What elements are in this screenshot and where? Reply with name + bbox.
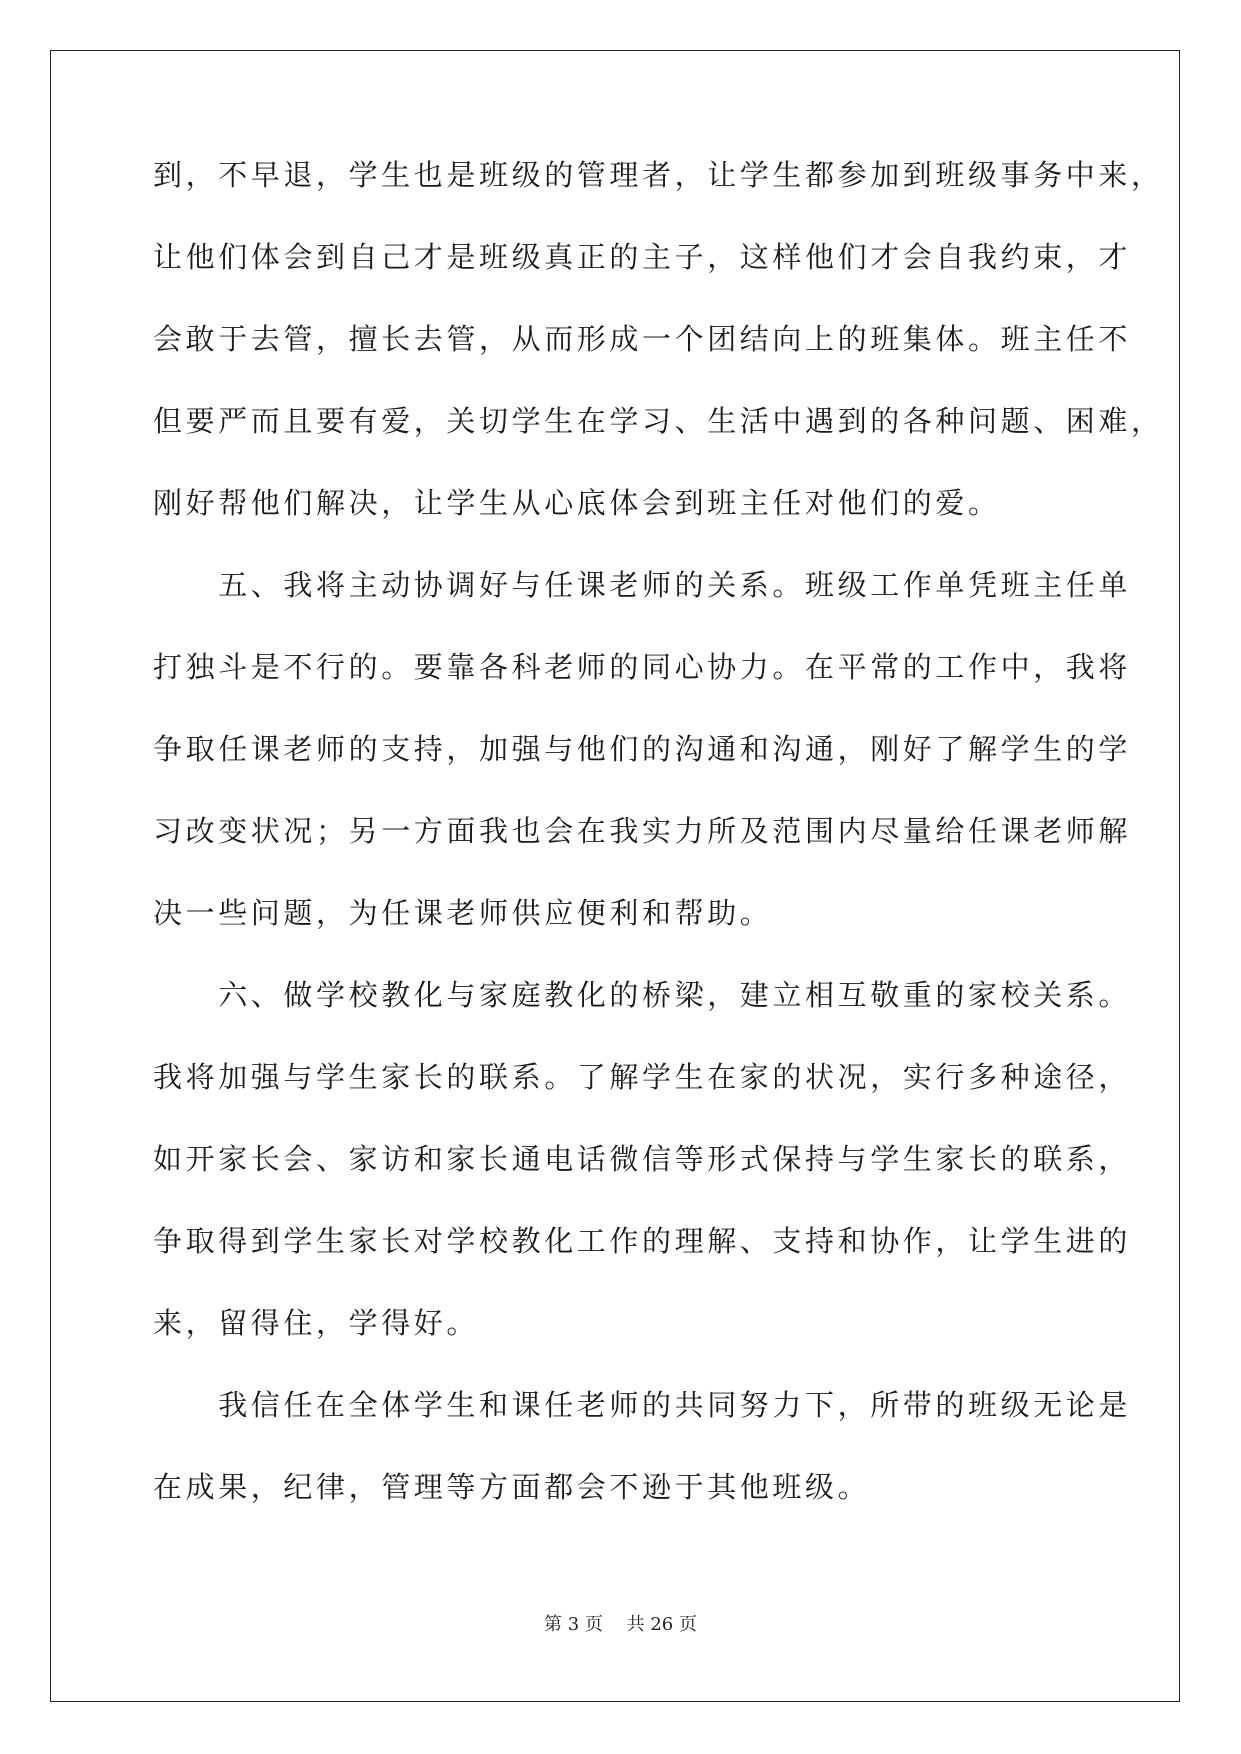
- text-line: 六、做学校教化与家庭教化的桥梁，建立相互敬重的家校关系。: [153, 978, 1132, 1012]
- page-footer: [0, 1610, 1241, 1636]
- text-line: 到，不早退，学生也是班级的管理者，让学生都参加到班级事务中来，: [153, 158, 1164, 192]
- text-line: 如开家长会、家访和家长通电话微信等形式保持与学生家长的联系，: [153, 1142, 1132, 1176]
- page-number: 第 3 页 共 26 页: [544, 1614, 697, 1635]
- text-line: 我将加强与学生家长的联系。了解学生在家的状况，实行多种途径，: [153, 1060, 1132, 1094]
- text-line: 会敢于去管，擅长去管，从而形成一个团结向上的班集体。班主任不: [153, 322, 1132, 356]
- text-line: 争取任课老师的支持，加强与他们的沟通和沟通，刚好了解学生的学: [153, 732, 1132, 766]
- text-line: 刚好帮他们解决，让学生从心底体会到班主任对他们的爱。: [153, 486, 1001, 520]
- text-line: 在成果，纪律，管理等方面都会不逊于其他班级。: [153, 1470, 871, 1504]
- text-line: 五、我将主动协调好与任课老师的关系。班级工作单凭班主任单: [153, 568, 1132, 602]
- text-line: 我信任在全体学生和课任老师的共同努力下，所带的班级无论是: [153, 1388, 1132, 1422]
- text-line: 争取得到学生家长对学校教化工作的理解、支持和协作，让学生进的: [153, 1224, 1132, 1258]
- text-line: 来，留得住，学得好。: [153, 1306, 480, 1340]
- text-line: 打独斗是不行的。要靠各科老师的同心协力。在平常的工作中，我将: [153, 650, 1132, 684]
- text-line: 让他们体会到自己才是班级真正的主子，这样他们才会自我约束，才: [153, 240, 1132, 274]
- text-line: 习改变状况；另一方面我也会在我实力所及范围内尽量给任课老师解: [153, 814, 1132, 848]
- text-line: 决一些问题，为任课老师供应便利和帮助。: [153, 896, 773, 930]
- text-line: 但要严而且要有爱，关切学生在学习、生活中遇到的各种问题、困难，: [153, 404, 1164, 438]
- document-body: [153, 158, 1164, 1552]
